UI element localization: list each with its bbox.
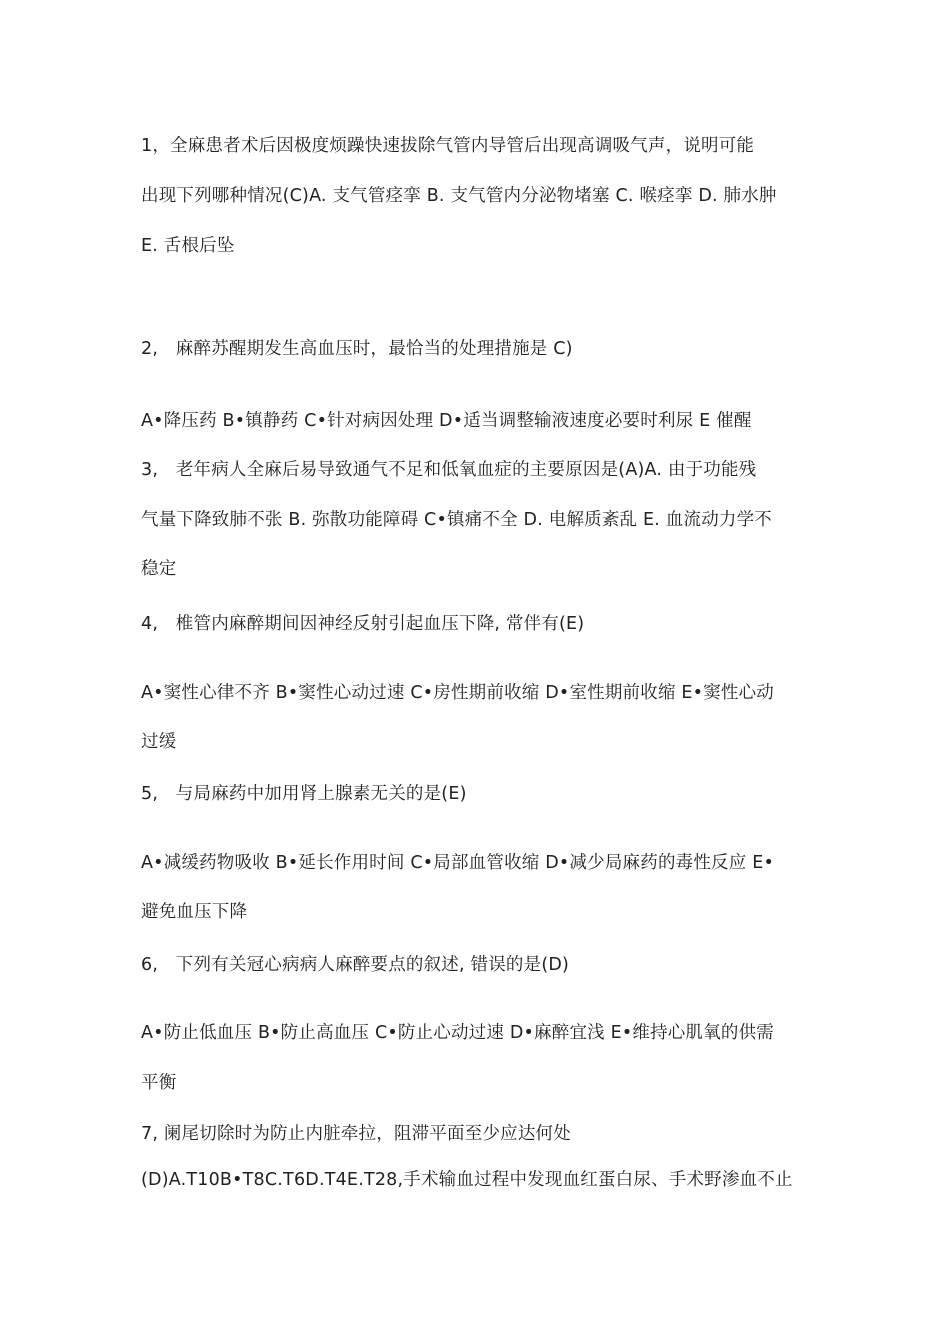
text-line: 避免血压下降 <box>141 902 248 922</box>
text-line: A•降压药 B•镇静药 C•针对病因处理 D•适当调整输液速度必要时利尿 E 催醒 <box>141 411 752 431</box>
text-line: E. 舌根后坠 <box>141 236 235 256</box>
text-line: 6, 下列有关冠心病病人麻醉要点的叙述, 错误的是(D) <box>141 955 570 975</box>
text-line: 7, 阑尾切除时为防止内脏牵拉，阻滞平面至少应达何处 <box>141 1124 571 1144</box>
text-line: 气量下降致肺不张 B. 弥散功能障碍 C•镇痛不全 D. 电解质紊乱 E. 血流动力学不 <box>141 510 773 530</box>
text-line: 3, 老年病人全麻后易导致通气不足和低氧血症的主要原因是(A)A. 由于功能残 <box>141 460 757 480</box>
text-line: 出现下列哪种情况(C)A. 支气管痉挛 B. 支气管内分泌物堵塞 C. 喉痉挛 D. 肺水肿 <box>141 186 777 206</box>
text-line: 稳定 <box>141 559 177 579</box>
text-line: 5, 与局麻药中加用肾上腺素无关的是(E) <box>141 784 467 804</box>
text-line: 过缓 <box>141 732 177 752</box>
text-line: A•防止低血压 B•防止高血压 C•防止心动过速 D•麻醉宜浅 E•维持心肌氧的供需 <box>141 1023 774 1043</box>
text-line: A•减缓药物吸收 B•延长作用时间 C•局部血管收缩 D•减少局麻药的毒性反应 E• <box>141 853 774 873</box>
text-line: (D)A.T10B•T8C.T6D.T4E.T28,手术输血过程中发现血红蛋白尿、手术野渗血不止 <box>141 1170 793 1190</box>
text-line: 2, 麻醉苏醒期发生高血压时，最恰当的处理措施是 C) <box>141 339 573 359</box>
text-line: A•窦性心律不齐 B•窦性心动过速 C•房性期前收缩 D•室性期前收缩 E•窦性心动 <box>141 683 774 703</box>
text-line: 平衡 <box>141 1073 177 1093</box>
text-line: 4, 椎管内麻醉期间因神经反射引起血压下降, 常伴有(E) <box>141 614 585 634</box>
text-line: 1，全麻患者术后因极度烦躁快速拔除气管内导管后出现高调吸气声，说明可能 <box>141 136 755 156</box>
